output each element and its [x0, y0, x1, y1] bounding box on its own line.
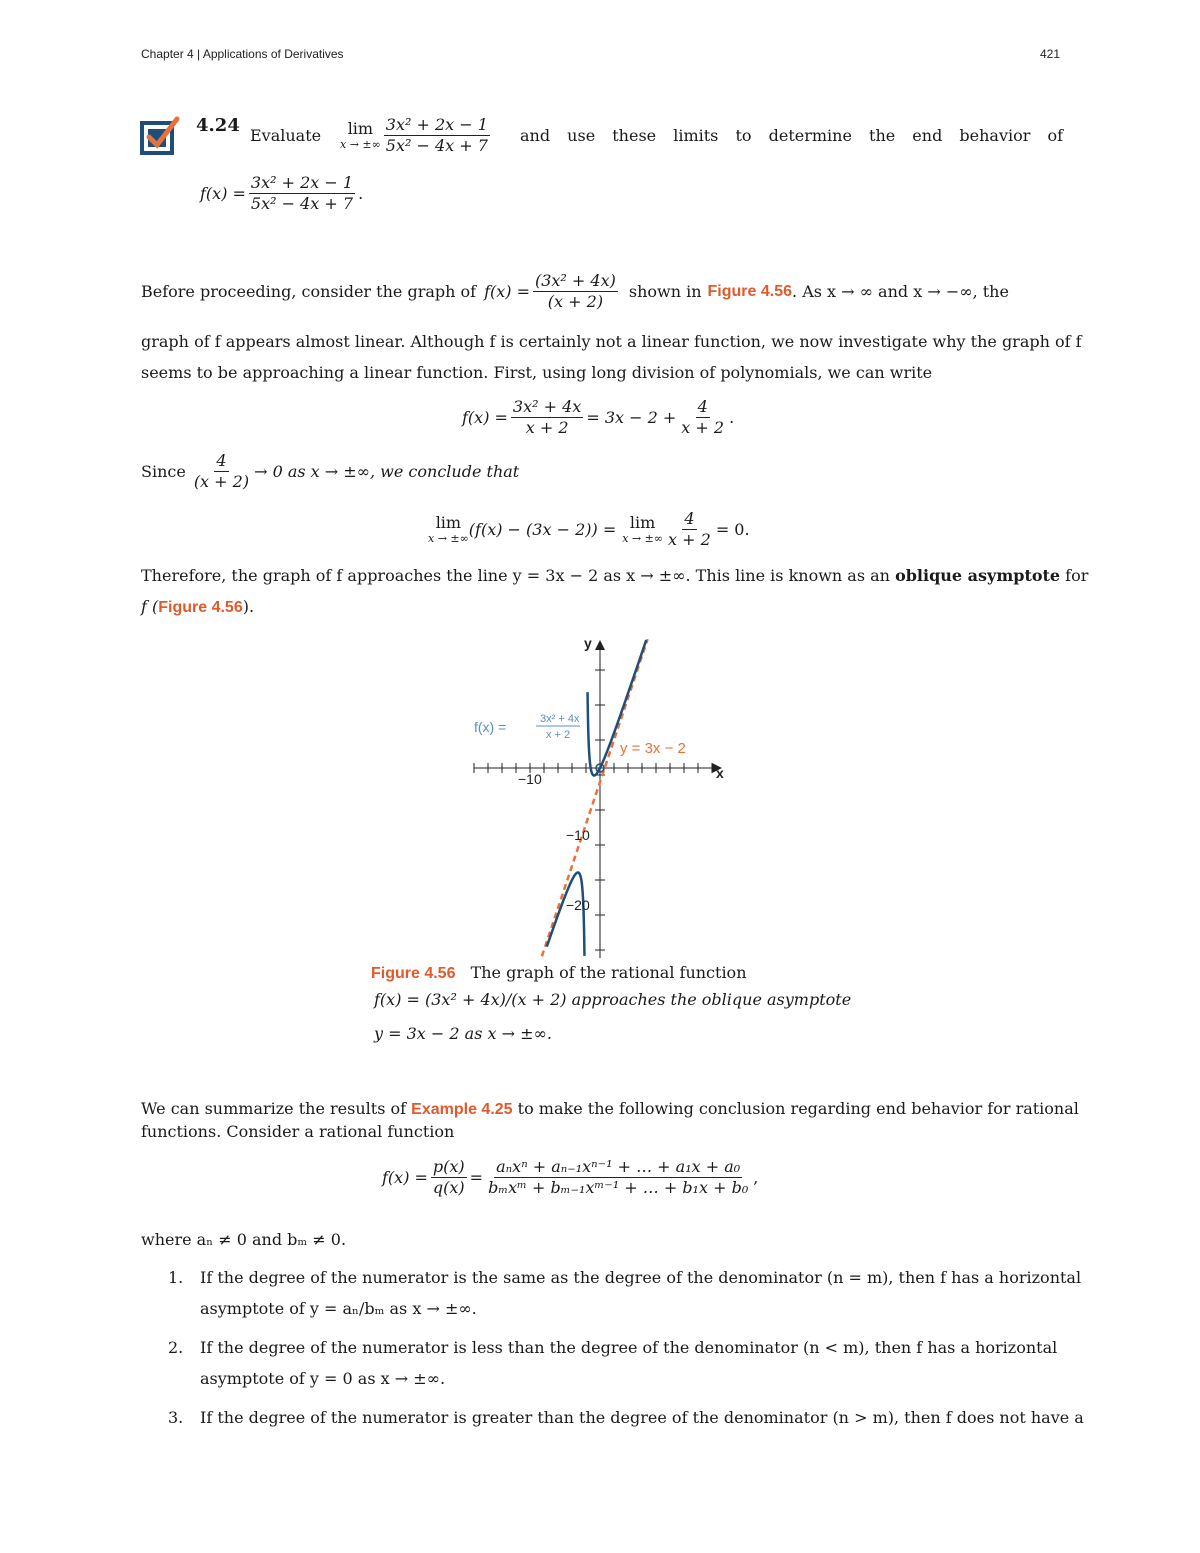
therefore-a: Therefore, the graph of f approaches the line y = 3x − 2 as x → ±∞. This line is known as an — [141, 566, 890, 585]
para1-line2: graph of f appears almost linear. Although f is certainly not a linear function, we now investigate why the graph of f — [141, 332, 1082, 351]
checkpoint-icon — [140, 115, 180, 155]
equation-limit-difference — [428, 510, 750, 550]
exercise-den: 5x² − 4x + 7 — [385, 136, 488, 156]
x-axis-label: x — [716, 765, 724, 781]
summary-a: We can summarize the results of — [141, 1099, 407, 1118]
where-line: where aₙ ≠ 0 and bₘ ≠ 0. — [141, 1230, 347, 1249]
since-a: Since — [141, 461, 186, 481]
therefore-b: for — [1065, 566, 1089, 585]
y-axis-label: y — [584, 635, 592, 651]
figure-link-2[interactable]: Figure 4.56 — [158, 599, 243, 616]
summary-b: to make the following conclusion regarding end behavior for rational — [517, 1099, 1079, 1118]
list-item-2-line2: asymptote of y = 0 as x → ±∞. — [200, 1369, 446, 1388]
eq3-den: bₘxᵐ + bₘ₋₁xᵐ⁻¹ + … + b₁x + b₀ — [488, 1178, 749, 1198]
eq1-den1: x + 2 — [525, 418, 569, 438]
eq3-lhs: f(x) = — [382, 1168, 428, 1188]
summary-line2: functions. Consider a rational function — [141, 1122, 455, 1141]
chapter-header: Chapter 4 | Applications of Derivatives — [141, 47, 344, 61]
exercise-fx-label: f(x) = — [200, 184, 246, 204]
exercise-limit — [340, 116, 493, 156]
therefore-line2 — [141, 597, 254, 618]
oblique-asymptote-term: oblique asymptote — [895, 566, 1061, 585]
exercise-fx-den: 5x² − 4x + 7 — [250, 194, 354, 214]
oblique-asymptote-line — [542, 639, 648, 956]
para1-fx: f(x) = — [484, 281, 530, 301]
lim-text: lim — [347, 119, 374, 139]
equation-rational-function — [382, 1158, 758, 1198]
eq1-num2: 4 — [696, 398, 710, 418]
page-number: 421 — [1039, 47, 1060, 61]
para1-num: (3x² + 4x) — [533, 272, 618, 292]
since-line — [141, 452, 519, 492]
caption-text1: The graph of the rational function — [470, 963, 747, 982]
figure-caption-line2: f(x) = (3x² + 4x)/(x + 2) approaches the oblique asymptote — [374, 990, 852, 1009]
exercise-evaluate: Evaluate — [250, 126, 322, 145]
para1-b: shown in — [628, 281, 702, 301]
exercise-fx — [200, 174, 363, 214]
exercise-number: 4.24 — [196, 115, 240, 136]
para1-den: (x + 2) — [547, 292, 604, 312]
eq3-end: , — [753, 1168, 759, 1188]
eq1-den2: x + 2 — [681, 418, 725, 438]
para1-c: . As x → ∞ and x → −∞, the — [792, 281, 1009, 301]
since-b: → 0 as x → ±∞, we conclude that — [254, 461, 520, 481]
eq2-lim2: lim — [629, 513, 656, 533]
y-tick-label-1: −10 — [566, 827, 590, 843]
since-num: 4 — [214, 452, 228, 472]
figure-link[interactable]: Figure 4.56 — [707, 282, 793, 300]
equation-long-division — [462, 398, 734, 438]
eq3-q: q(x) — [432, 1178, 465, 1198]
eq2-den: x + 2 — [668, 530, 711, 550]
list-item-3-number: 3. — [168, 1408, 184, 1427]
list-item-2-number: 2. — [168, 1338, 184, 1357]
figure-graph — [460, 628, 740, 964]
therefore-line1 — [141, 566, 1088, 586]
lim-sub: x → ±∞ — [340, 138, 381, 152]
list-item-1-number: 1. — [168, 1268, 184, 1287]
eq1-num1: 3x² + 4x — [511, 398, 583, 418]
asymptote-label: y = 3x − 2 — [620, 740, 686, 757]
para1-a: Before proceeding, consider the graph of — [141, 281, 477, 301]
eq2-sub: x → ±∞ — [428, 532, 469, 546]
eq3-num: aₙxⁿ + aₙ₋₁xⁿ⁻¹ + … + a₁x + a₀ — [494, 1158, 742, 1178]
therefore-line2a: f ( — [141, 597, 159, 616]
para1-line3: seems to be approaching a linear function. First, using long division of polynomials, we can write — [141, 363, 933, 382]
eq3-p: p(x) — [431, 1158, 467, 1178]
list-item-2-line1: If the degree of the numerator is less than the degree of the denominator (n < m), then f has a horizontal — [200, 1338, 1058, 1357]
function-label-num: 3x² + 4x — [540, 713, 580, 725]
exercise-fx-num: 3x² + 2x − 1 — [249, 174, 355, 194]
eq2-lim: lim — [435, 513, 462, 533]
eq2-num: 4 — [682, 510, 696, 530]
exercise-period: . — [358, 184, 364, 204]
eq2-sub2: x → ±∞ — [622, 532, 664, 546]
eq1-end: . — [729, 408, 735, 428]
eq3-eq: = — [469, 1168, 484, 1188]
therefore-line2b: ). — [242, 597, 255, 616]
function-label: f(x) = — [474, 719, 507, 735]
caption-label: Figure 4.56 — [371, 965, 456, 982]
figure-caption-line1 — [371, 963, 747, 984]
ticks — [474, 670, 712, 950]
figure-caption-line3: y = 3x − 2 as x → ±∞. — [374, 1024, 552, 1043]
y-axis-arrow — [595, 640, 605, 650]
list-item-1-line2: asymptote of y = aₙ/bₘ as x → ±∞. — [200, 1299, 477, 1318]
eq2-mid: (f(x) − (3x − 2)) = — [468, 520, 617, 540]
exercise-tail: and use these limits to determine the end behavior of — [520, 126, 1064, 145]
eq1-lhs: f(x) = — [462, 408, 508, 428]
since-den: (x + 2) — [193, 472, 250, 492]
summary-line1 — [141, 1099, 1079, 1120]
x-tick-label: −10 — [518, 771, 542, 787]
y-tick-label-2: −20 — [566, 897, 590, 913]
function-label-den: x + 2 — [546, 729, 571, 741]
axes — [474, 640, 722, 958]
exercise-num: 3x² + 2x − 1 — [384, 116, 490, 136]
para1-line1 — [141, 272, 1061, 312]
list-item-1-line1: If the degree of the numerator is the same as the degree of the denominator (n = m), then f has a horizontal — [200, 1268, 1082, 1287]
example-link[interactable]: Example 4.25 — [411, 1101, 513, 1118]
eq1-mid: = 3x − 2 + — [586, 408, 677, 428]
eq2-end: = 0. — [715, 520, 750, 540]
list-item-3-line1: If the degree of the numerator is greater than the degree of the denominator (n > m), then f does not have a — [200, 1408, 1084, 1427]
